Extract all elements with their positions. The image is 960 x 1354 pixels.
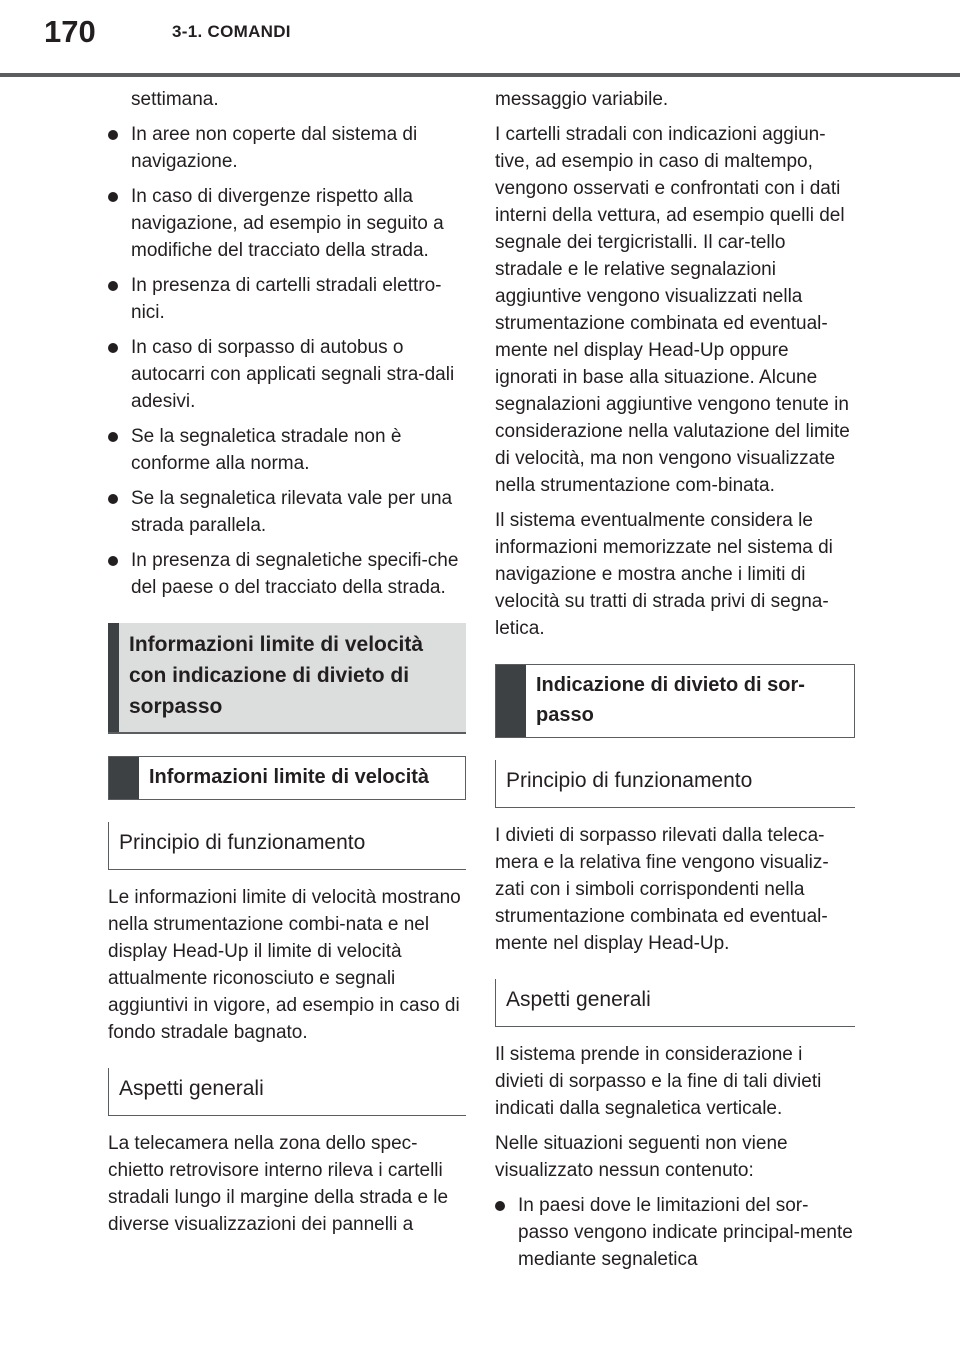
list-item: Se la segnaletica rilevata vale per una strada parallela. [108,485,466,539]
left-column [108,86,466,1246]
bullet-icon [108,130,118,140]
bullet-icon [108,343,118,353]
body-paragraph: I cartelli stradali con indicazioni aggiun-tive, ad esempio in caso di maltempo, vengono osservati e confrontati con i dati interni della vettura, ad esempio quelli del segnale dei tergicristalli. Il car-tello stradale e le relative segnalazioni aggiuntive vengono visualizzati nella strumentazione combinata ed eventual-mente nel display Head-Up oppure ignorati in base alla situazione. Alcune segnalazioni aggiuntive vengono tenute in considerazione nella valutazione del limite di velocità, ma non vengono visualizzate nella strumentazione com-binata. [495,124,850,496]
list-item: In aree non coperte dal sistema di navigazione. [108,121,466,175]
bullet-icon [108,281,118,291]
conditions-list [108,121,466,601]
body-paragraph: Nelle situazioni seguenti non viene visualizzato nessun contenuto: [495,1133,788,1181]
subheading [495,760,855,808]
subheading-text: Principio di funzionamento [506,768,753,792]
subheading [495,979,855,1027]
list-item: In presenza di segnaletiche specifi-che del paese o del tracciato della strada. [108,547,466,601]
major-heading [108,623,466,734]
bullet-icon [495,1201,505,1211]
body-paragraph: Il sistema prende in considerazione i divieti di sorpasso e la fine di tali divieti indicati dalla segnaletica verticale. [495,1044,822,1119]
body-paragraph: messaggio variabile. [495,89,669,110]
conditions-list [495,1192,855,1273]
bullet-icon [108,494,118,504]
subheading [108,1068,466,1116]
header-rule [0,73,960,77]
list-item: In caso di divergenze rispetto alla navigazione, ad esempio in seguito a modifiche del tracciato della strada. [108,183,466,264]
body-paragraph: Le informazioni limite di velocità mostrano nella strumentazione combi-nata e nel display Head-Up il limite di velocità attualmente riconosciuto e segnali aggiuntivi in vigore, ad esempio in caso di fondo stradale bagnato. [108,887,461,1043]
heading-bar [496,665,526,737]
heading-bar [109,757,139,799]
subheading [108,822,466,870]
heading-bar [108,623,119,732]
bullet-icon [108,556,118,566]
page-header [0,0,960,82]
body-paragraph: I divieti di sorpasso rilevati dalla teleca-mera e la relativa fine vengono visualiz-zati con i simboli corrispondenti nella strumentazione combinata ed eventual-mente nel display Head-Up. [495,825,829,954]
section-heading [108,756,466,800]
right-column [495,86,855,1281]
subheading-text: Principio di funzionamento [119,830,366,854]
list-item: Se la segnaletica stradale non è conforme alla norma. [108,423,466,477]
page-number: 170 [44,14,96,49]
list-item: In presenza di cartelli stradali elettro-nici. [108,272,466,326]
list-item: In paesi dove le limitazioni del sor-passo vengono indicate principal-mente mediante segnaletica [495,1192,855,1273]
major-heading-text: Informazioni limite di velocità con indicazione di divieto di sorpasso [129,633,424,718]
section-heading-text: Indicazione di divieto di sor-passo [536,674,805,726]
subheading-text: Aspetti generali [506,987,651,1011]
list-item: In caso di sorpasso di autobus o autocarri con applicati segnali stra-dali adesivi. [108,334,466,415]
body-paragraph: Il sistema eventualmente considera le informazioni memorizzate nel sistema di navigazione e mostra anche i limiti di velocità su tratti di strada privi di segna-letica. [495,510,833,639]
bullet-icon [108,432,118,442]
continuation-text: settimana. [131,89,219,110]
body-paragraph: La telecamera nella zona dello spec-chietto retrovisore interno rileva i cartelli stradali lungo il margine della strada e le diverse visualizzazioni dei pannelli a [108,1133,449,1235]
section-heading [495,664,855,738]
section-heading-text: Informazioni limite di velocità [149,766,430,788]
chapter-title: 3-1. COMANDI [172,22,291,41]
subheading-text: Aspetti generali [119,1076,264,1100]
bullet-icon [108,192,118,202]
